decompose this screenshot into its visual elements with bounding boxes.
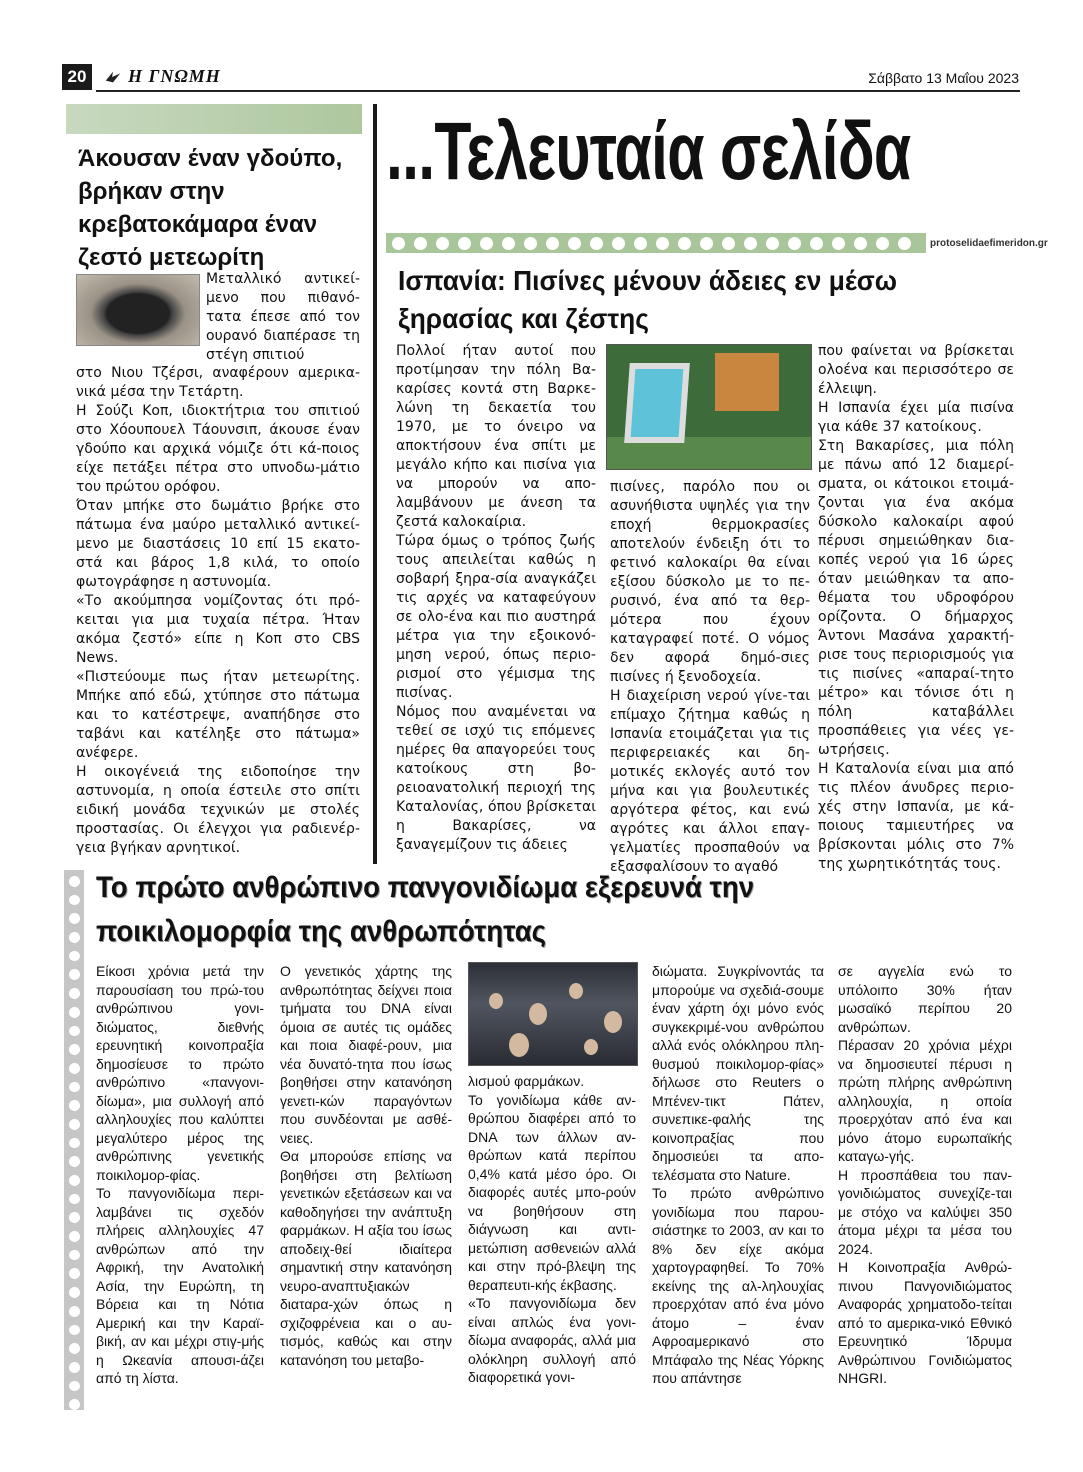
pool-aerial-photo <box>606 344 812 470</box>
crowd-photo <box>468 962 638 1066</box>
page-number: 20 <box>62 64 92 90</box>
genome-paragraph: Το πανγονιδίωμα περι-λαμβάνει τις σχεδόν πλήρεις αλληλουχίες 47 ανθρώπων από την Αφρική, την Ανατολική Ασία, την Ευρώπη, τη Βόρεια και τη Νότια Αμερική και την Καραϊ-βική, αν και μέχρι στιγ-μής η Ωκεανία απουσι-άζει από τη λίστα. <box>96 1185 264 1386</box>
spain-col-3 <box>818 342 1014 874</box>
watermark: protoselidaefimeridon.gr <box>930 238 1048 249</box>
meteorite-paragraph: Η οικογένειά της ειδοποίησε την αστυνομία, η οποία έστειλε στο σπίτι ειδική μονάδα τεχνικών με στολές προστασίας. Οι έλεγχοι για ραδιενέρ-γεια βγήκαν αρνητικοί. <box>76 764 360 856</box>
genome-headline: Το πρώτο ανθρώπινο πανγονιδίωμα εξερευνά την ποικιλομορφία της ανθρωπότητας <box>96 871 755 948</box>
genome-col-4 <box>652 962 824 1388</box>
genome-paragraph: Το γονιδίωμα κάθε αν-θρώπου διαφέρει από το DNA των άλλων αν-θρώπων κατά περίπου 0,4% κατά μέσο όρο. Οι διαφορές αυτές μπο-ρούν να βοηθήσουν στη διάγνωση και αντι-μετώπιση ασθενειών αλλά και στην πρό-βλεψη της θεραπευτι-κής έκβασης. <box>468 1091 636 1293</box>
genome-paragraph: «Το πανγονιδίωμα δεν είναι απλώς ένα γονι-δίωμα αναφοράς, αλλά μια ολόκληρη συλλογή από διαφορετικά γονι- <box>468 1295 636 1385</box>
genome-dots-strip <box>64 870 84 1410</box>
genome-paragraph: διώματα. Συγκρίνοντάς τα μπορούμε να σχεδιά-σουμε έναν χάρτη όχι μόνο ενός συγκεκριμέ-νου ανθρώπου αλλά ενός ολόκληρου πλη-θυσμού ποικιλομορ-φίας» δήλωσε στο Reuters ο Μπένεν-τικτ Πάτεν, συνεπικε-φαλής της κοινοπραξίας που δημοσιεύει τα απο-τελέσματα στο Nature. <box>652 963 824 1183</box>
genome-paragraph: λισμού φαρμάκων. <box>468 1073 585 1089</box>
spain-paragraph: Η Ισπανία έχει μία πισίνα για κάθε 37 κατοίκους. <box>818 400 1014 435</box>
meteorite-body <box>76 364 360 858</box>
spain-paragraph: Η Καταλονία είναι μια από τις πλέον άνυδρες περιο-χές στην Ισπανία, με κά-ποιους ταμιευτήρες να βρίσκονται μόλις στο 7% της χωρητικότητάς τους. <box>818 761 1014 872</box>
meteorite-paragraph: Όταν μπήκε στο δωμάτιο βρήκε στο πάτωμα ένα μαύρο μεταλλικό αντικεί-μενο με διαστάσεις 10 επί 15 εκατο-στά και βάρος 1,8 κιλά, το οποίο φωτογράφησε η αστυνομία. <box>76 498 360 590</box>
genome-col-5 <box>838 962 1012 1388</box>
spain-paragraph: πισίνες, παρόλο που οι ασυνήθιστα υψηλές για την εποχή θερμοκρασίες αποτελούν ένδειξη ότι το φετινό καλοκαίρι θα είναι εξίσου δύσκολο με το πε-ρυσινό, ένα από τα θερ-μότερα που έχουν καταγραφεί ποτέ. Ο νόμος δεν αφορά δημό-σιες πισίνες ή ξενοδοχεία. <box>610 479 810 685</box>
spain-paragraph: Νόμος που αναμένεται να τεθεί σε ισχύ τις επόμενες ημέρες θα απαγορεύει τους κατοίκους στη βο-ρειοανατολική περιοχή της Καταλονίας, όπου βρίσκεται η Βακαρίσες, να ξαναγεμίζουν τις άδειες <box>396 704 596 853</box>
meteorite-photo <box>76 274 200 346</box>
genome-paragraph: σε αγγελία ενώ το υπόλοιπο 30% ήταν μωσαϊκό περίπου 20 ανθρώπων. <box>838 963 1012 1035</box>
spain-paragraph: Πολλοί ήταν αυτοί που προτίμησαν την πόλη Βα-καρίσες κοντά στη Βαρκε-λώνη τη δεκαετία του 1970, με το όνειρο να αποκτήσουν ένα σπίτι με μεγάλο κήπο και πισίνα για να μπορούν να απο-λαμβάνουν με άνεση τα ζεστά καλοκαίρια. <box>396 343 596 530</box>
genome-col-3 <box>468 1072 636 1387</box>
genome-paragraph: Ο γενετικός χάρτης της ανθρωπότητας δείχνει ποια τμήματα του DNA είναι όμοια σε αυτές τις ομάδες και ποια διαφέ-ρουν, μια νέα δυνατό-τητα που ίσως βοηθήσει στην κατανόηση γενετι-κών παραγόντων που συνδέονται με ασθέ-νειες. <box>280 963 452 1146</box>
masthead <box>104 66 221 87</box>
spain-col-2 <box>610 478 810 877</box>
genome-paragraph: Η προσπάθεια του παν-γονιδιώματος συνεχίζε-ται με στόχο να καλύψει 350 άτομα μέχρι τα μέσα του 2024. <box>838 1166 1012 1257</box>
spain-col-1 <box>396 342 596 855</box>
header-rule <box>96 90 1020 92</box>
masthead-title: Η ΓΝΩΜΗ <box>128 66 221 86</box>
dots-strip <box>386 233 926 253</box>
spain-paragraph: Η διαχείριση νερού γίνε-ται επίμαχο ζήτημα καθώς η Ισπανία ετοιμάζεται για τις περιφερειακές και δη-μοτικές εκλογές αυτό τον μήνα και για βουλευτικές αργότερα φέτος, και ενώ αγρότες και άλλοι επαγ-γελματίες προσπαθούν να εξασφαλίσουν το αγαθό <box>610 688 810 875</box>
green-header-bar <box>66 104 362 134</box>
meteorite-intro: Μεταλλικό αντικεί-μενο που πιθανό-τατα έπεσε από τον ουρανό διαπέρασε τη στέγη σπιτιού <box>206 271 360 363</box>
genome-paragraph: Η Κοινοπραξία Ανθρώ-πινου Πανγονιδιώματος Αναφοράς χρηματοδο-τείται από το αμερικα-νικό Εθνικό Ερευνητικό Ίδρυμα Ανθρώπινου Γονιδιώματος NHGRI. <box>838 1259 1012 1386</box>
bird-logo-icon <box>104 68 122 86</box>
spain-paragraph: Στη Βακαρίσες, μια πόλη με πάνω από 12 διαμερί-σματα, οι κάτοικοι ετοιμά-ζονται για ένα ακόμα δύσκολο καλοκαίρι αφού πέρυσι σημειώθηκαν δια-κοπές νερού για 16 ώρες όταν μειώθηκαν τα απο-θέματα του υδροφόρου ορίζοντα. Ο δήμαρχος Άντονι Μασάνα χαρακτή-ρισε τους περιορισμούς για τις πισίνες «απαραί-τητο μέτρο» και τόνισε ότι η πόλη καταβάλλει προσπάθειες για νέες γε-ωτρήσεις. <box>818 438 1014 758</box>
meteorite-headline: Άκουσαν έναν γδούπο, βρήκαν στην κρεβατοκάμαρα έναν ζεστό μετεωρίτη <box>78 145 343 271</box>
genome-col-2 <box>280 962 452 1369</box>
genome-col-1 <box>96 962 264 1388</box>
section-title: ...Τελευταία σελίδα <box>386 106 911 197</box>
issue-date: Σάββατο 13 Μαΐου 2023 <box>868 70 1019 86</box>
meteorite-paragraph: «Το ακούμπησα νομίζοντας ότι πρό-κειται για μια τυχαία πέτρα. Ήταν ακόμα ζεστό» είπε η Κοπ στο CBS News. <box>76 593 360 666</box>
spain-headline: Ισπανία: Πισίνες μένουν άδειες εν μέσω ξηρασίας και ζέστης <box>398 265 897 334</box>
meteorite-paragraph: «Πιστεύουμε πως ήταν μετεωρίτης. Μπήκε από εδώ, χτύπησε στο πάτωμα και το κατέστρεψε, αναπήδησε στο ταβάνι και κατέληξε στο πάτωμα» ανέφερε. <box>76 669 360 761</box>
spain-paragraph: Τώρα όμως ο τρόπος ζωής τους απειλείται καθώς η σοβαρή ξηρα-σία αναγκάζει τις αρχές να καταφεύγουν σε ολο-ένα και πιο αυστηρά μέτρα για την εξοικονό-μηση νερού, όπως περιο-ρισμοί στο γέμισμα της πισίνας. <box>396 533 596 701</box>
genome-paragraph: Πέρασαν 20 χρόνια μέχρι να δημοσιευτεί πέρυσι η πρώτη πλήρης ανθρώπινη αλληλουχία, η οποία προερχόταν από ένα και μόνο άτομο ευρωπαϊκής καταγω-γής. <box>838 1037 1012 1164</box>
meteorite-paragraph: στο Νιου Τζέρσι, αναφέρουν αμερικα-νικά μέσα την Τετάρτη. <box>76 365 360 400</box>
genome-paragraph: Το πρώτο ανθρώπινο γονιδίωμα που παρου-σιάστηκε το 2003, αν και το 8% δεν είχε ακόμα χαρτογραφηθεί. Το 70% εκείνης της αλ-ληλουχίας προερχόταν από ένα μόνο άτομο – έναν Αφροαμερικανό στο Μπάφαλο της Νέας Υόρκης που απάντησε <box>652 1185 824 1386</box>
vertical-divider <box>373 104 377 864</box>
meteorite-paragraph: Η Σούζι Κοπ, ιδιοκτήτρια του σπιτιού στο Χόουπουελ Τάουνσιπ, άκουσε έναν γδούπο και αρχικά νόμιζε ότι κά-ποιος είχε πετάξει πέτρα στο υπνοδω-μάτιο του πρώτου ορόφου. <box>76 403 360 495</box>
genome-paragraph: Θα μπορούσε επίσης να βοηθήσει στη βελτίωση γενετικών εξετάσεων και να καθοδηγήσει την ανάπτυξη φαρμάκων. Η αξία του ίσως αποδειχ-θεί ιδιαίτερα σημαντική στην κατανόηση νευρο-αναπτυξιακών διαταρα-χών όπως η σχιζοφρένεια και ο αυ-τισμός, καθώς και στην κατανόηση του μεταβο- <box>280 1148 452 1368</box>
spain-paragraph: που φαίνεται να βρίσκεται ολοένα και περισσότερο σε έλλειψη. <box>818 343 1014 397</box>
genome-paragraph: Είκοσι χρόνια μετά την παρουσίαση του πρώ-του ανθρώπινου γονι-διώματος, διεθνής ερευνητική κοινοπραξία δημοσίευσε το πρώτο ανθρώπινο «πανγονι-δίωμα», μια συλλογή από αλληλουχίες που καλύπτει μεγαλύτερο μέρος της ανθρώπινης γενετικής ποικιλομορ-φίας. <box>96 963 264 1183</box>
